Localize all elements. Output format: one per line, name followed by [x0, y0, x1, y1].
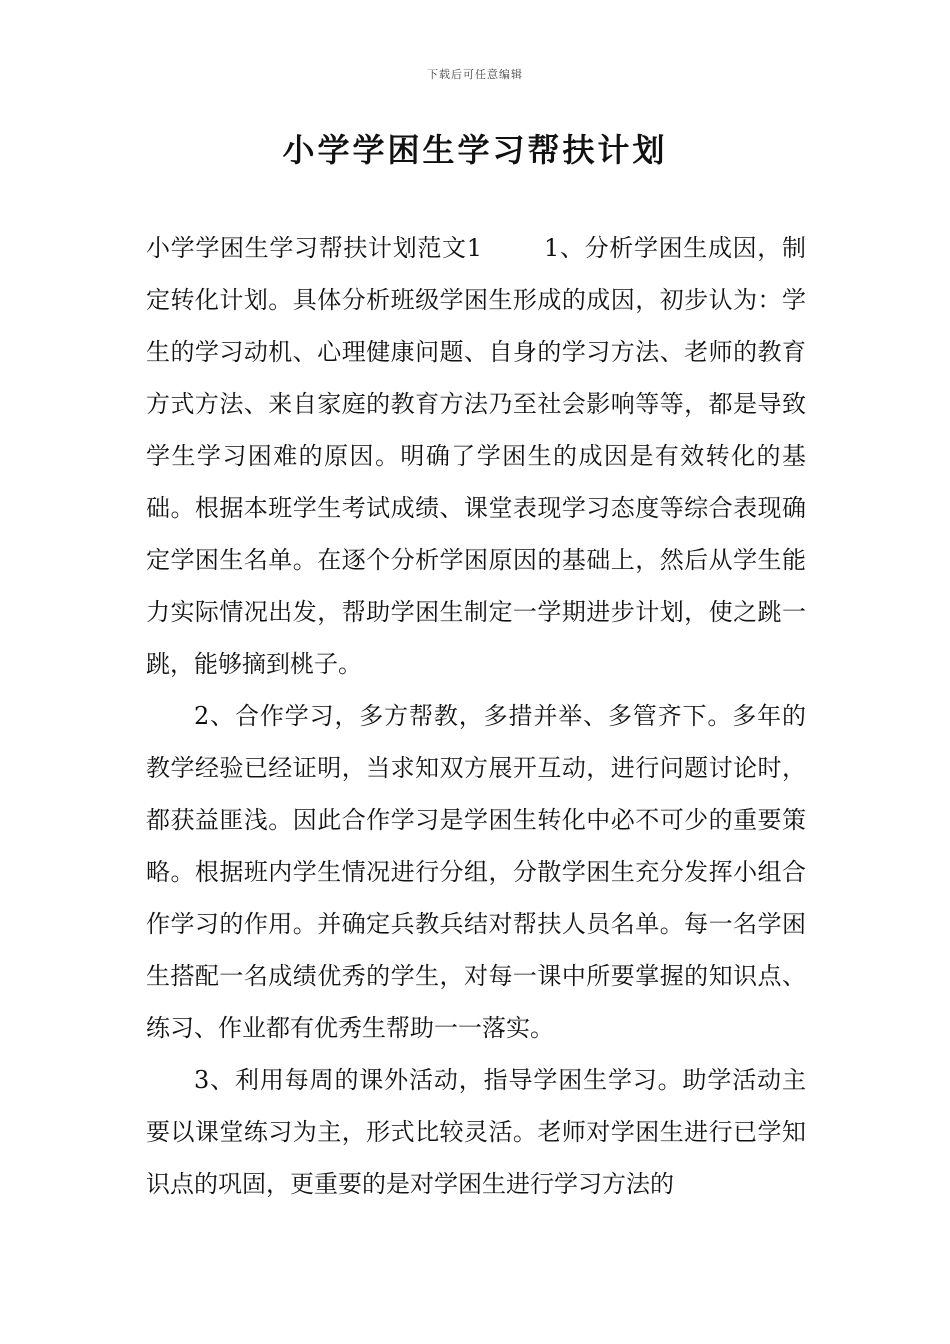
paragraph-1-text: 1、分析学困生成因，制定转化计划。具体分析班级学困生形成的成因，初步认为：学生的学习动机、心理健康问题、自身的学习方法、老师的教育方式方法、来自家庭的教育方法乃至社会影响等等，都是导致学生学习困难的原因。明确了学困生的成因是有效转化的基础。根据本班学生考试成绩、课堂表现学习态度等综合表现确定学困生名单。在逐个分析学困原因的基础上，然后从学生能力实际情况出发，帮助学困生制定一学期进步计划，使之跳一跳，能够摘到桃子。 — [146, 234, 806, 678]
paragraph-1 — [146, 222, 806, 690]
document-body — [146, 222, 806, 1210]
paragraph-3: 3、利用每周的课外活动，指导学困生学习。助学活动主要以课堂练习为主，形式比较灵活。老师对学困生进行已学知识点的巩固，更重要的是对学困生进行学习方法的 — [146, 1066, 806, 1198]
document-title: 小学学困生学习帮扶计划 — [282, 131, 668, 169]
header-note: 下载后可任意编辑 — [427, 68, 523, 81]
paragraph-1-lead: 小学学困生学习帮扶计划范文1 — [146, 234, 482, 262]
paragraph-2: 2、合作学习，多方帮教，多措并举、多管齐下。多年的教学经验已经证明，当求知双方展开互动，进行问题讨论时，都获益匪浅。因此合作学习是学困生转化中必不可少的重要策略。根据班内学生情况进行分组，分散学困生充分发挥小组合作学习的作用。并确定兵教兵结对帮扶人员名单。每一名学困生搭配一名成绩优秀的学生，对每一课中所要掌握的知识点、练习、作业都有优秀生帮助一一落实。 — [146, 702, 806, 1042]
